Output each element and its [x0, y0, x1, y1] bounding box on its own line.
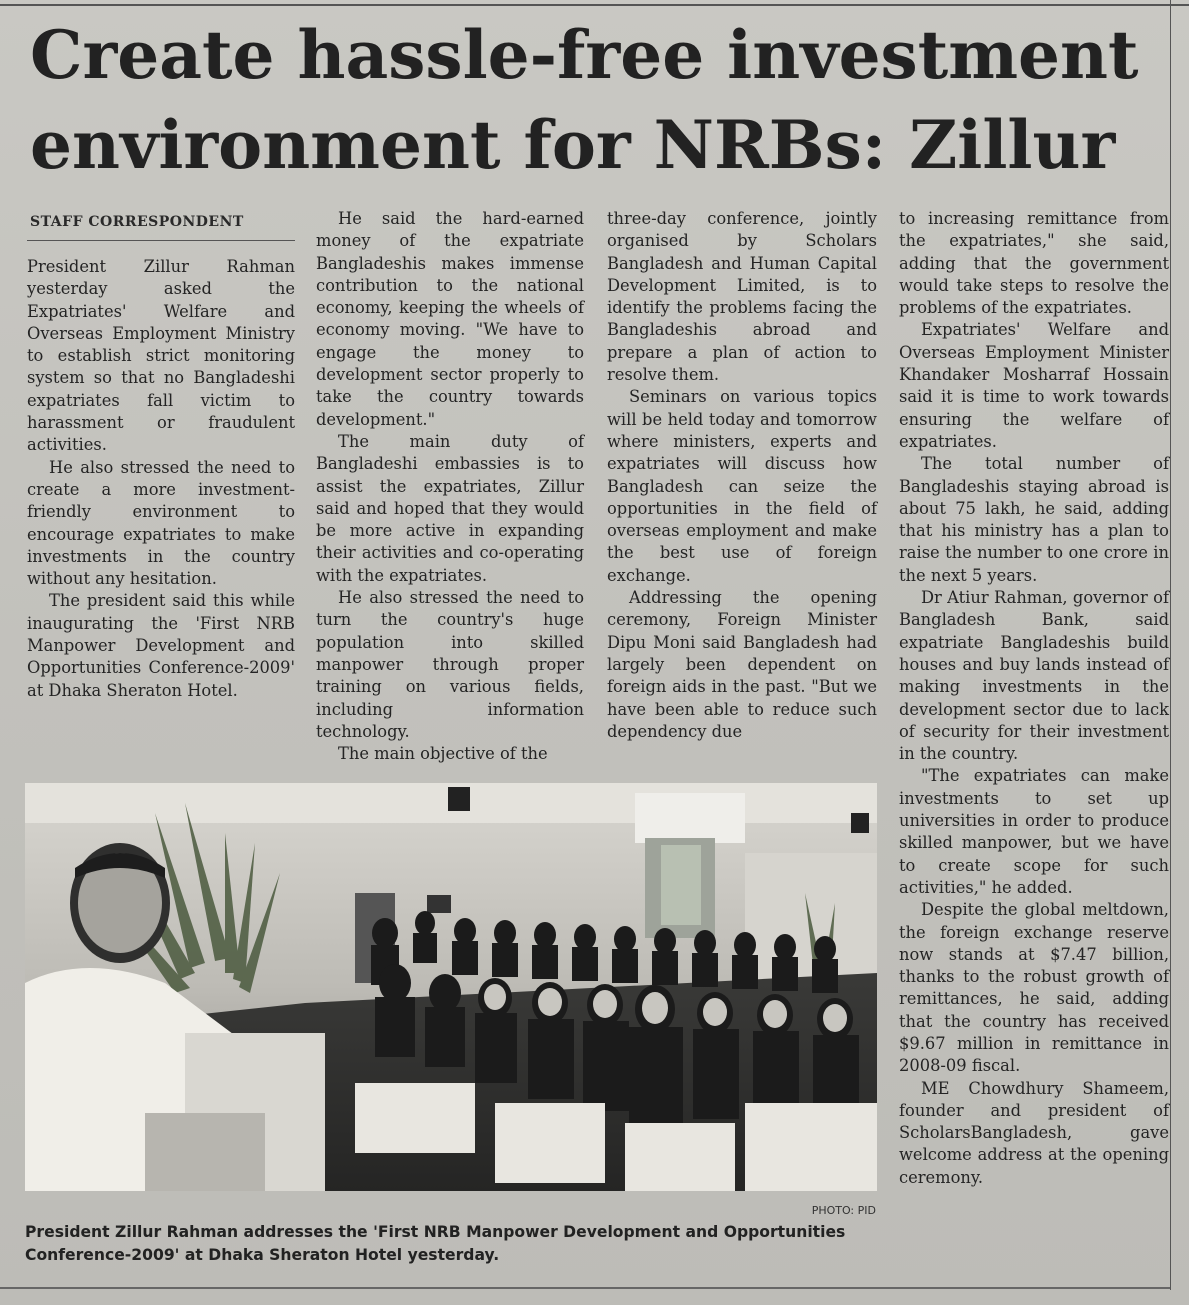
photo-caption: President Zillur Rahman addresses the 'First NRB Manpower Development and Opportunities Conference-2009' at Dhaka Sheraton Hotel yesterday.: [25, 1223, 846, 1264]
right-column-rule: [1170, 0, 1171, 1290]
photo-credit: PHOTO: PID: [811, 1204, 876, 1217]
paragraph: Addressing the opening ceremony, Foreign Minister Dipu Moni said Bangladesh had largely been dependent on foreign aids in the past. "But we have been able to reduce such dependency due: [607, 588, 877, 741]
paragraph: ME Chowdhury Shameem, founder and president of ScholarsBangladesh, gave welcome address at the opening ceremony.: [899, 1078, 1169, 1187]
paragraph: Seminars on various topics will be held today and tomorrow where ministers, experts and expatriates will discuss how Bangladesh can seize the opportunities in the field of overseas employment and make the best use of foreign exchange.: [607, 387, 877, 585]
paragraph: The main duty of Bangladeshi embassies is to assist the expatriates, Zillur said and hoped that they would be more active in expanding their activities and co-operating with the expatriates.: [316, 431, 584, 585]
bottom-rule: [0, 1287, 1170, 1289]
paragraph: He said the hard-earned money of the expatriate Bangladeshis makes immense contribution to the national economy, keeping the wheels of economy moving. "We have to engage the money to development sector properly to take the country towards development.": [316, 209, 584, 429]
paragraph: Dr Atiur Rahman, governor of Bangladesh Bank, said expatriate Bangladeshis build houses and buy lands instead of making investments in the development sector due to lack of security for their investment in the country.: [899, 588, 1169, 764]
byline-rule: [27, 240, 295, 241]
paragraph: to increasing remittance from the expatriates," she said, adding that the government would take steps to resolve the problems of the expatriates.: [899, 209, 1169, 318]
paragraph: "The expatriates can make investments to set up universities in order to produce skilled manpower, but we have to create scope for such activities," he added.: [899, 766, 1169, 897]
paragraph: He also stressed the need to create a more investment-friendly environment to encourage expatriates to make investments in the country without any hesitation.: [27, 457, 295, 589]
top-rule: [0, 4, 1189, 6]
article-column-2: [316, 208, 584, 765]
article-column-3: [607, 208, 877, 743]
paragraph: The president said this while inaugurating the 'First NRB Manpower Development and Opportunities Conference-2009' at Dhaka Sheraton Hotel.: [27, 591, 295, 700]
paragraph: Despite the global meltdown, the foreign exchange reserve now stands at $7.47 billion, thanks to the robust growth of remittances, he said, adding that the country has received $9.67 million in remittance in 2008-09 fiscal.: [899, 900, 1169, 1076]
paragraph: Expatriates' Welfare and Overseas Employment Minister Khandaker Mosharraf Hossain said it is time to work towards ensuring the welfare of expatriates.: [899, 320, 1169, 451]
headline: [30, 10, 1170, 190]
paragraph: President Zillur Rahman yesterday asked the Expatriates' Welfare and Overseas Employment Ministry to establish strict monitoring system so that no Bangladeshi expatriates fall victim to harassment or fraudulent activities.: [27, 257, 295, 455]
paragraph: The main objective of the: [338, 744, 548, 764]
paragraph: The total number of Bangladeshis staying abroad is about 75 lakh, he said, adding that his ministry has a plan to raise the number to one crore in the next 5 years.: [899, 454, 1169, 585]
paragraph: three-day conference, jointly organised by Scholars Bangladesh and Human Capital Development Limited, is to identify the problems facing the Bangladeshis abroad and prepare a plan of action to resolve them.: [607, 209, 877, 385]
article-column-4: [899, 208, 1169, 1189]
article-column-1: [27, 256, 295, 702]
byline: STAFF CORRESPONDENT: [30, 214, 244, 230]
conference-photo: [25, 783, 877, 1191]
headline-line-1: Create hassle-free investment: [30, 16, 1139, 94]
paragraph: He also stressed the need to turn the country's huge population into skilled manpower through proper training on various fields, including information technology.: [316, 588, 584, 741]
headline-line-2: environment for NRBs: Zillur: [30, 106, 1116, 184]
